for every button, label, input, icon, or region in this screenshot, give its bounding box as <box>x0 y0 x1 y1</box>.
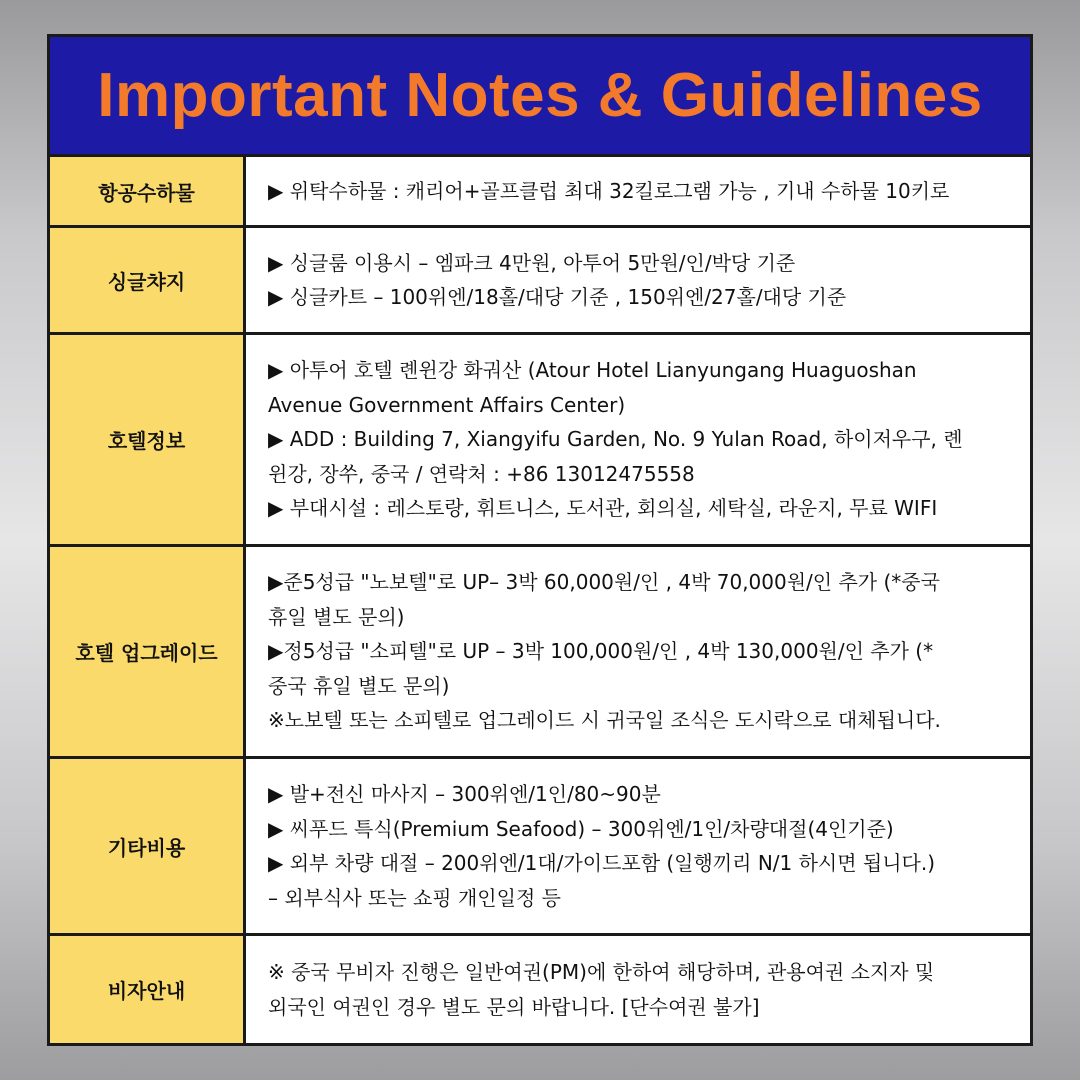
content-line: 중국 휴일 별도 문의) <box>268 673 450 698</box>
content-line: 휴일 별도 문의) <box>268 604 405 629</box>
content-line: ※ 중국 무비자 진행은 일반여권(PM)에 한하여 해당하며, 관용여권 소지자 및 <box>268 960 935 984</box>
row-content <box>246 228 1030 332</box>
row-label: 기타비용 <box>50 759 246 933</box>
row-label: 호텔 업그레이드 <box>50 547 246 756</box>
row-hotel-info <box>50 335 1030 547</box>
content-line: ▶ 위탁수하물 : 캐리어+골프클럽 최대 32킬로그램 가능 , 기내 수하물 10키로 <box>268 178 950 203</box>
row-content <box>246 547 1030 756</box>
row-visa <box>50 936 1030 1043</box>
content-line: 윈강, 장쑤, 중국 / 연락처 : +86 13012475558 <box>268 461 695 486</box>
row-single-charge <box>50 228 1030 335</box>
row-label: 호텔정보 <box>50 335 246 544</box>
content-line: ▶ 씨푸드 특식(Premium Seafood) – 300위엔/1인/차량대절(4인기준) <box>268 816 894 841</box>
content-line: ▶ ADD : Building 7, Xiangyifu Garden, No. 9 Yulan Road, 하이저우구, 롄 <box>268 427 963 452</box>
row-content <box>246 759 1030 933</box>
content-line: ※노보텔 또는 소피텔로 업그레이드 시 귀국일 조식은 도시락으로 대체됩니다. <box>268 708 941 733</box>
row-label: 비자안내 <box>50 936 246 1043</box>
row-other-costs <box>50 759 1030 936</box>
content-line: ▶ 외부 차량 대절 – 200위엔/1대/가이드포함 (일행끼리 N/1 하시면 됩니다.) <box>268 851 936 875</box>
content-line: ▶ 싱글룸 이용시 – 엠파크 4만원, 아투어 5만원/인/박당 기준 <box>268 250 796 275</box>
content-line: ▶ 싱글카트 – 100위엔/18홀/대당 기준 , 150위엔/27홀/대당 기준 <box>268 285 847 309</box>
page-title: Important Notes & Guidelines <box>97 61 983 130</box>
content-line: ▶준5성급 "노보텔"로 UP– 3박 60,000원/인 , 4박 70,000원/인 추가 (*중국 <box>268 570 940 595</box>
content-line: 외국인 여권인 경우 별도 문의 바랍니다. [단수여권 불가] <box>268 994 760 1019</box>
content-line: – 외부식사 또는 쇼핑 개인일정 등 <box>268 885 561 910</box>
content-line: ▶ 부대시설 : 레스토랑, 휘트니스, 도서관, 회의실, 세탁실, 라운지, 무료 WIFI <box>268 496 938 521</box>
row-content <box>246 936 1030 1043</box>
row-label: 싱글챠지 <box>50 228 246 332</box>
row-content <box>246 157 1030 225</box>
row-content <box>246 335 1030 544</box>
row-baggage <box>50 157 1030 228</box>
content-line: Avenue Government Affairs Center) <box>268 392 626 417</box>
notes-board <box>47 34 1033 1046</box>
row-label: 항공수하물 <box>50 157 246 225</box>
content-line: ▶정5성급 "소피텔"로 UP – 3박 100,000원/인 , 4박 130,000원/인 추가 (* <box>268 639 934 664</box>
title-bar <box>50 37 1030 157</box>
content-line: ▶ 발+전신 마사지 – 300위엔/1인/80~90분 <box>268 782 661 806</box>
row-hotel-upgrade <box>50 547 1030 759</box>
content-line: ▶ 아투어 호텔 롄윈강 화궈산 (Atour Hotel Lianyungang Huaguoshan <box>268 358 917 383</box>
